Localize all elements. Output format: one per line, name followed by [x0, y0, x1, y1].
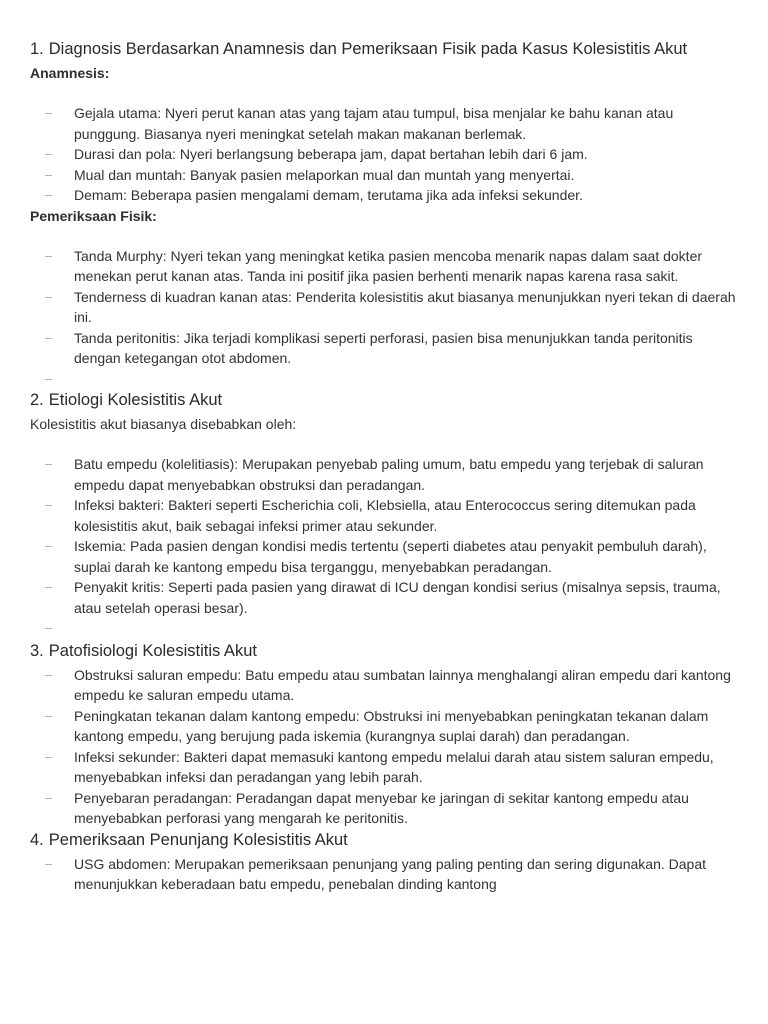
patofisiologi-list [30, 665, 738, 829]
empty-list-item [30, 369, 738, 390]
bullet-dash: – [45, 620, 53, 635]
section-4-number: 4. [30, 830, 44, 849]
list-item: – Obstruksi saluran empedu: Batu empedu atau sumbatan lainnya menghalangi aliran empedu dari kantong empedu ke saluran empedu utama. [45, 666, 731, 703]
list-item: – Peningkatan tekanan dalam kantong empedu: Obstruksi ini menyebabkan peningkatan tekanan dalam kantong empedu, yang berujung pada iskemia (kurangnya suplai darah) dan peradangan. [45, 707, 709, 744]
section-2-title: Etiologi Kolesistitis Akut [48, 391, 223, 409]
section-4-heading [30, 829, 738, 851]
bullet-dash: – [45, 146, 53, 161]
section-3-heading [30, 640, 738, 662]
list-item: – USG abdomen: Merupakan pemeriksaan penunjang yang paling penting dan sering digunakan. Dapat menunjukkan keberadaan batu empedu, penebalan dinding kantong [45, 855, 706, 892]
bullet-dash: – [45, 247, 53, 263]
bullet-dash: – [45, 370, 53, 386]
bullet-dash: – [45, 497, 53, 512]
etiologi-list [30, 454, 738, 639]
bullet-dash: – [45, 329, 53, 345]
etiologi-intro: Kolesistitis akut biasanya disebabkan oleh: [30, 416, 297, 432]
bullet-dash: – [45, 789, 53, 805]
empty-list-item [30, 618, 738, 639]
bullet-dash: – [45, 538, 53, 553]
section-3-number: 3. [30, 641, 44, 660]
pemeriksaan-fisik-label: Pemeriksaan Fisik: [30, 207, 157, 224]
list-item: – Gejala utama: Nyeri perut kanan atas yang tajam atau tumpul, bisa menjalar ke bahu kanan atau punggung. Biasanya nyeri meningkat setelah makan makanan berlemak. [45, 105, 674, 142]
section-4-title: Pemeriksaan Penunjang Kolesistitis Akut [48, 830, 348, 849]
section-1-title: Diagnosis Berdasarkan Anamnesis dan Pemeriksaan Fisik pada Kasus Kolesistitis Akut [48, 40, 688, 58]
bullet-dash: – [45, 288, 53, 304]
bullet-dash: – [45, 579, 53, 594]
section-2-heading [30, 389, 738, 411]
section-1-number: 1. [30, 40, 44, 58]
list-item: – Iskemia: Pada pasien dengan kondisi medis tertentu (seperti diabetes atau penyakit pembuluh darah), suplai darah ke kantong empedu bisa terganggu, menyebabkan peradangan. [45, 538, 707, 575]
bullet-dash: – [45, 166, 53, 182]
anamnesis-list [30, 103, 738, 206]
bullet-dash: – [45, 707, 53, 723]
list-item: – Mual dan muntah: Banyak pasien melaporkan mual dan muntah yang menyertai. [30, 165, 738, 186]
list-item: – Tenderness di kuadran kanan atas: Penderita kolesistitis akut biasanya menunjukkan nyeri tekan di daerah ini. [45, 288, 736, 325]
section-2-number: 2. [30, 391, 44, 409]
list-item: – Infeksi bakteri: Bakteri seperti Escherichia coli, Klebsiella, atau Enterococcus sering ditemukan pada kolesistitis akut, baik sebagai infeksi primer atau sekunder. [45, 497, 696, 534]
section-1-heading [30, 38, 738, 60]
bullet-dash: – [45, 855, 53, 871]
list-item: – Penyebaran peradangan: Peradangan dapat menyebar ke jaringan di sekitar kantong empedu atau menyebabkan perforasi yang mengarah ke peritonitis. [45, 789, 689, 826]
list-item: – Tanda peritonitis: Jika terjadi komplikasi seperti perforasi, pasien bisa menunjukkan tanda peritonitis dengan ketegangan otot abdomen. [45, 329, 693, 366]
anamnesis-label: Anamnesis: [30, 65, 110, 81]
bullet-dash: – [45, 187, 53, 202]
bullet-dash: – [45, 456, 53, 471]
pemeriksaan-fisik-list [30, 246, 738, 390]
list-item: – Durasi dan pola: Nyeri berlangsung beberapa jam, dapat bertahan lebih dari 6 jam. [30, 144, 738, 165]
list-item: – Penyakit kritis: Seperti pada pasien yang dirawat di ICU dengan kondisi serius (misalnya sepsis, trauma, atau setelah operasi besar). [45, 579, 721, 616]
bullet-dash: – [45, 666, 53, 682]
bullet-dash: – [45, 748, 53, 764]
penunjang-list [30, 854, 738, 895]
list-item: – Infeksi sekunder: Bakteri dapat memasuki kantong empedu melalui darah atau sistem saluran empedu, menyebabkan infeksi dan peradangan yang lebih parah. [45, 748, 714, 785]
list-item: – Tanda Murphy: Nyeri tekan yang meningkat ketika pasien mencoba menarik napas dalam saat dokter menekan perut kanan atas. Tanda ini positif jika pasien berhenti menarik napas karena rasa sakit. [45, 247, 703, 284]
list-item: – Demam: Beberapa pasien mengalami demam, terutama jika ada infeksi sekunder. [30, 185, 738, 206]
list-item: – Batu empedu (kolelitiasis): Merupakan penyebab paling umum, batu empedu yang terjebak di saluran empedu dapat menyebabkan obstruksi dan peradangan. [45, 456, 704, 493]
section-3-title: Patofisiologi Kolesistitis Akut [48, 641, 257, 660]
bullet-dash: – [45, 105, 53, 120]
